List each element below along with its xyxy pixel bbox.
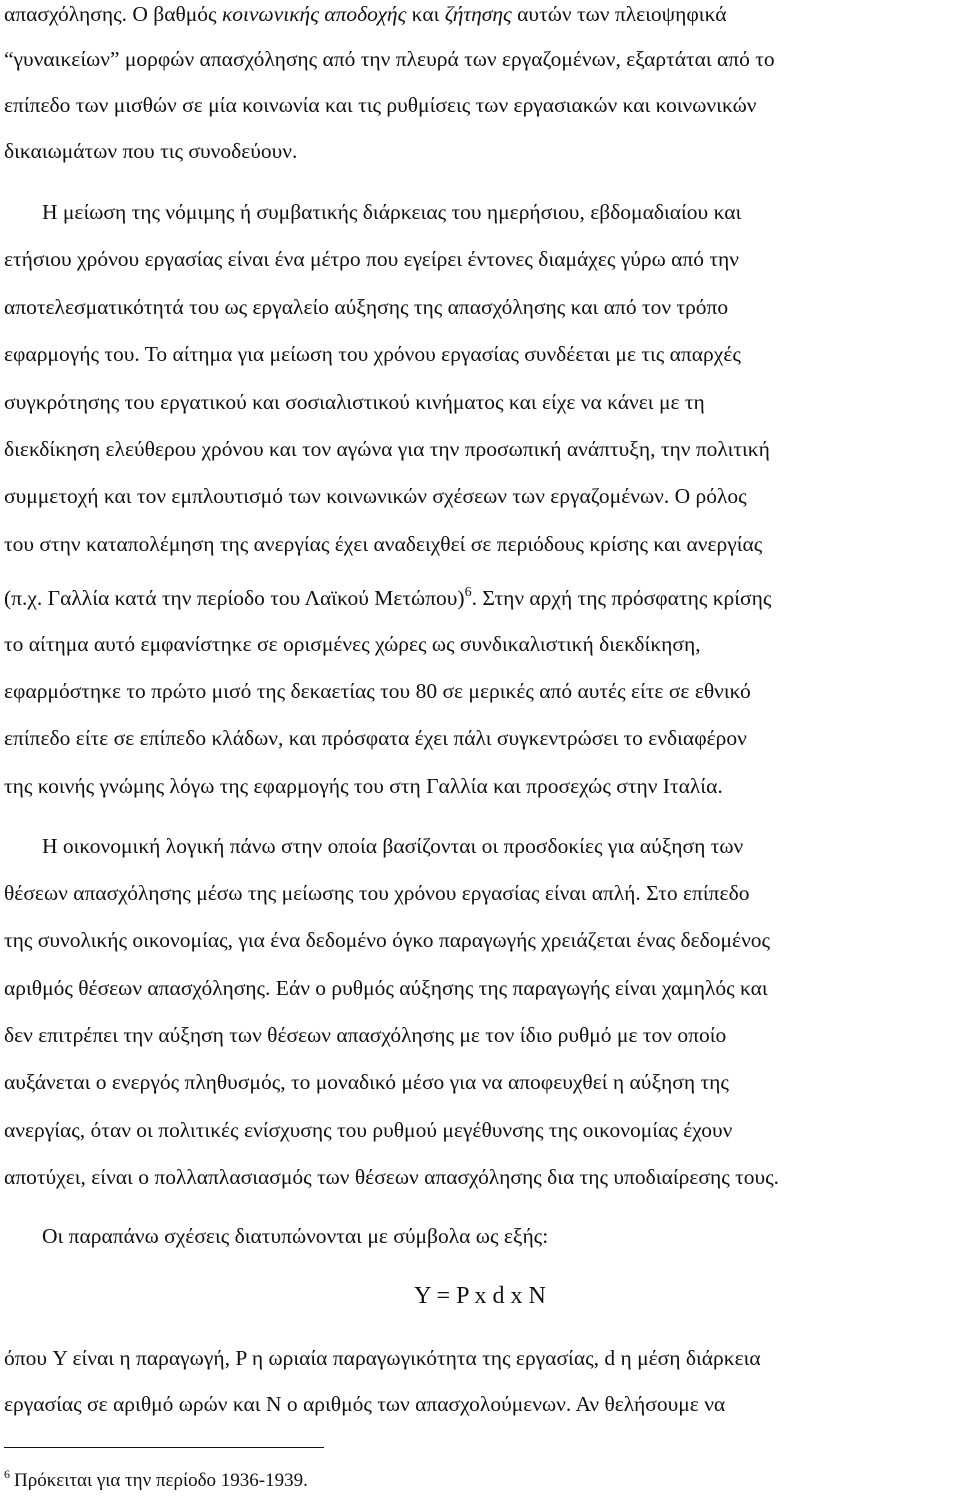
paragraph-1-line-4: δικαιωμάτων που τις συνοδεύουν.: [4, 139, 298, 163]
text-run: . Στην αρχή της πρόσφατης κρίσης: [471, 586, 772, 610]
italic-term: ζήτησης: [444, 2, 512, 26]
paragraph-2-line-8: του στην καταπολέμηση της ανεργίας έχει αναδειχθεί σε περιόδους κρίσης και ανεργίας: [4, 532, 763, 556]
footnote-text: Πρόκειται για την περίοδο 1936-1939.: [14, 1470, 308, 1491]
paragraph-2-line-2: ετήσιου χρόνου εργασίας είναι ένα μέτρο που εγείρει έντονες διαμάχες γύρω από την: [4, 247, 739, 271]
paragraph-2-line-11: εφαρμόστηκε το πρώτο μισό της δεκαετίας του 80 σε μερικές από αυτές είτε σε εθνικό: [4, 679, 751, 703]
paragraph-1-line-2: “γυναικείων” μορφών απασχόλησης από την πλευρά των εργαζομένων, εξαρτάται από το: [4, 47, 775, 71]
text-run: και: [406, 2, 445, 26]
equation: Y = P x d x N: [414, 1283, 546, 1309]
text-run: απασχόλησης. Ο βαθμός: [4, 2, 222, 26]
paragraph-3-line-7: ανεργίας, όταν οι πολιτικές ενίσχυσης του ρυθμού μεγέθυνσης της οικονομίας έχουν: [4, 1118, 733, 1142]
text-run: αυτών των πλειοψηφικά: [511, 2, 727, 26]
paragraph-3-line-5: δεν επιτρέπει την αύξηση των θέσεων απασχόλησης με τον ίδιο ρυθμό με τον οποίο: [4, 1023, 727, 1047]
paragraph-3-line-1: Η οικονομική λογική πάνω στην οποία βασίζονται οι προσδοκίες για αύξηση των: [42, 834, 744, 858]
paragraph-4-line-1: Οι παραπάνω σχέσεις διατυπώνονται με σύμβολα ως εξής:: [42, 1224, 549, 1248]
paragraph-1-line-3: επίπεδο των μισθών σε μία κοινωνία και τις ρυθμίσεις των εργασιακών και κοινωνικών: [4, 93, 757, 117]
footnote-number: 6: [4, 1467, 10, 1481]
paragraph-3-line-8: αποτύχει, είναι ο πολλαπλασιασμός των θέσεων απασχόλησης δια της υποδιαίρεσης τους.: [4, 1165, 780, 1189]
paragraph-2-line-3: αποτελεσματικότητά του ως εργαλείο αύξησης της απασχόλησης και από τον τρόπο: [4, 295, 729, 319]
paragraph-5-line-2: εργασίας σε αριθμό ωρών και N ο αριθμός των απασχολούμενων. Αν θελήσουμε να: [4, 1392, 726, 1416]
paragraph-3-line-6: αυξάνεται ο ενεργός πληθυσμός, το μοναδικό μέσο για να αποφευχθεί η αύξηση της: [4, 1070, 729, 1094]
paragraph-3-line-4: αριθμός θέσεων απασχόλησης. Εάν ο ρυθμός αύξησης της παραγωγής είναι χαμηλός και: [4, 976, 768, 1000]
paragraph-2-line-7: συμμετοχή και τον εμπλουτισμό των κοινωνικών σχέσεων των εργαζομένων. Ο ρόλος: [4, 484, 747, 508]
paragraph-3-line-3: της συνολικής οικονομίας, για ένα δεδομένο όγκο παραγωγής χρειάζεται ένας δεδομένος: [4, 928, 771, 952]
paragraph-5-line-1: όπου Y είναι η παραγωγή, P η ωριαία παραγωγικότητα της εργασίας, d η μέση διάρκεια: [4, 1346, 761, 1370]
paragraph-3-line-2: θέσεων απασχόλησης μέσω της μείωσης του χρόνου εργασίας είναι απλή. Στο επίπεδο: [4, 881, 750, 905]
paragraph-2-line-4: εφαρμογής του. Το αίτημα για μείωση του χρόνου εργασίας συνδέεται με τις απαρχές: [4, 342, 741, 366]
footnote: [4, 1468, 308, 1495]
paragraph-2-line-13: της κοινής γνώμης λόγω της εφαρμογής του στη Γαλλία και προσεχώς στην Ιταλία.: [4, 774, 723, 798]
italic-term: κοινωνικής αποδοχής: [221, 2, 407, 26]
paragraph-2-line-12: επίπεδο είτε σε επίπεδο κλάδων, και πρόσφατα έχει πάλι συγκεντρώσει το ενδιαφέρον: [4, 726, 747, 750]
paragraph-2-line-5: συγκρότησης του εργατικού και σοσιαλιστικού κινήματος και είχε να κάνει με τη: [4, 390, 705, 414]
text-run: (π.χ. Γαλλία κατά την περίοδο του Λαϊκού Μετώπου): [4, 586, 465, 610]
paragraph-1-line-1: [4, 0, 727, 28]
paragraph-2-line-10: το αίτημα αυτό εμφανίστηκε σε ορισμένες χώρες ως συνδικαλιστική διεκδίκηση,: [4, 632, 701, 656]
paragraph-2-line-1: Η μείωση της νόμιμης ή συμβατικής διάρκειας του ημερήσιου, εβδομαδιαίου και: [42, 200, 742, 224]
paragraph-2-line-9: [4, 584, 771, 616]
paragraph-2-line-6: διεκδίκηση ελεύθερου χρόνου και τον αγώνα για την προσωπική ανάπτυξη, την πολιτική: [4, 437, 770, 461]
footnote-divider: [4, 1447, 324, 1448]
footnote-reference[interactable]: 6: [464, 585, 472, 600]
